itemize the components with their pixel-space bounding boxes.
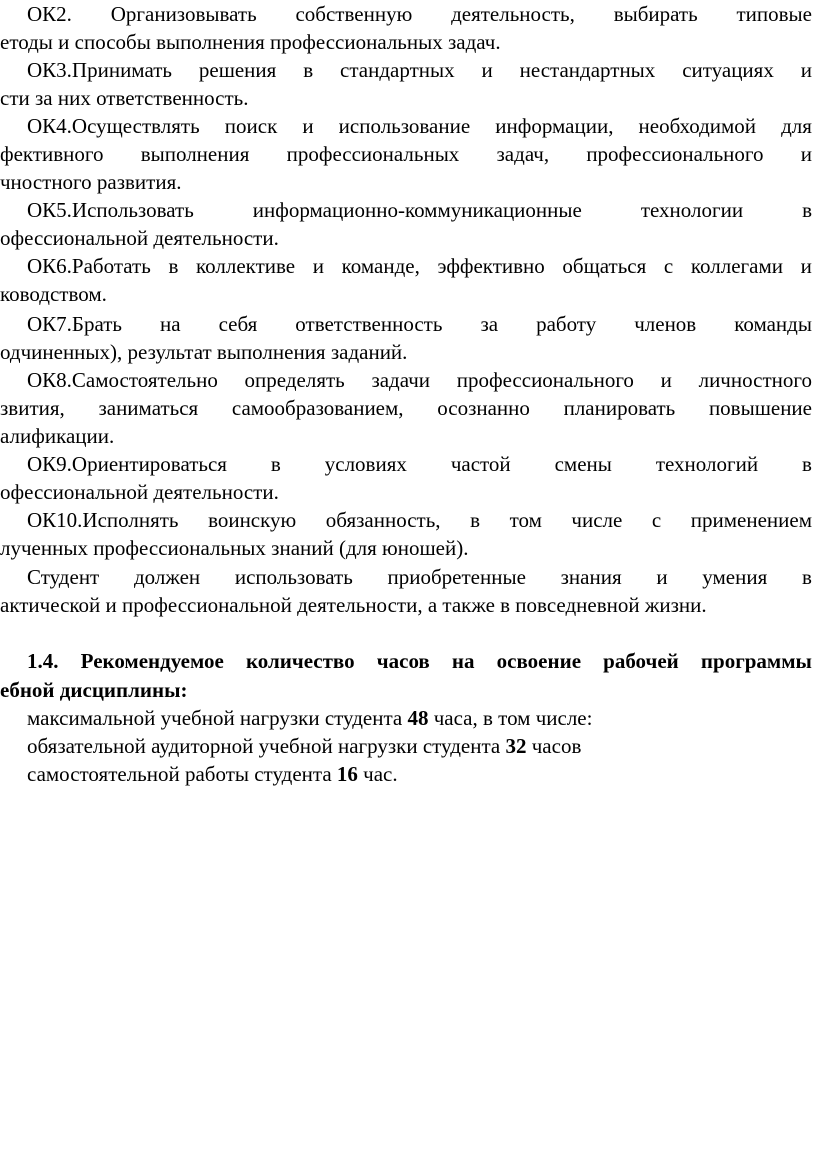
word: звития,	[0, 396, 65, 420]
ok3-line2: сти за них ответственность.	[0, 86, 249, 110]
word: задач,	[496, 142, 550, 166]
word: применением	[690, 508, 812, 532]
word: ситуациях	[682, 58, 774, 82]
ok5-line1	[27, 197, 812, 223]
word: решения	[198, 58, 277, 82]
word: и	[800, 254, 812, 278]
word: ОК10.Исполнять	[27, 508, 179, 532]
word: коллегами	[690, 254, 783, 278]
word: ОК8.Самостоятельно	[27, 368, 218, 392]
word: необходимой	[638, 114, 757, 138]
word: выбирать	[613, 2, 698, 26]
word: выполнения	[140, 142, 250, 166]
word: повышение	[708, 396, 812, 420]
section-heading-line2: ебной дисциплины:	[0, 678, 188, 702]
word: с	[651, 508, 662, 532]
word: работу	[536, 312, 597, 336]
word: и	[800, 142, 812, 166]
ok2-line2: етоды и способы выполнения профессиональных задач.	[0, 30, 501, 54]
student-line1	[27, 564, 812, 590]
word: ОК9.Ориентироваться	[27, 452, 227, 476]
word: профессиональных	[286, 142, 460, 166]
word: и	[312, 254, 324, 278]
word: информации,	[495, 114, 614, 138]
word: обязанность,	[325, 508, 441, 532]
word: личностного	[698, 368, 812, 392]
word: заниматься	[98, 396, 199, 420]
word: ОК6.Работать	[27, 254, 151, 278]
word: за	[480, 312, 499, 336]
ok5-line2: офессиональной деятельности.	[0, 226, 279, 250]
word: самообразованием,	[231, 396, 404, 420]
word: в	[270, 452, 281, 476]
word: общаться	[562, 254, 647, 278]
word: ОК2.	[27, 2, 72, 26]
ok8-line3: алификации.	[0, 424, 115, 448]
word: 1.4.	[27, 649, 59, 673]
ok4-line3: чностного развития.	[0, 170, 182, 194]
word: условиях	[324, 452, 407, 476]
word: осознанно	[437, 396, 530, 420]
word: коллективе	[196, 254, 296, 278]
word: в	[802, 452, 812, 476]
word: планировать	[563, 396, 676, 420]
word: задачи	[371, 368, 431, 392]
word: и	[656, 565, 668, 589]
word: для	[781, 114, 812, 138]
ok6-line2: ководством.	[0, 282, 107, 306]
word: Рекомендуемое	[80, 649, 224, 673]
ok3-line1	[27, 57, 812, 83]
word: и	[302, 114, 314, 138]
word: и	[660, 368, 672, 392]
word: на	[451, 649, 475, 673]
word: том	[509, 508, 542, 532]
ok2-line1	[27, 1, 812, 27]
word: команды	[734, 312, 812, 336]
ok4-line1	[27, 113, 812, 139]
word: часов	[376, 649, 430, 673]
word: освоение	[496, 649, 582, 673]
ok10-line2: лученных профессиональных знаний (для юношей).	[0, 536, 469, 560]
word: эффективно	[437, 254, 545, 278]
word: частой	[450, 452, 511, 476]
ok4-line2	[0, 141, 812, 167]
word: знания	[560, 565, 622, 589]
word: стандартных	[340, 58, 455, 82]
word: ОК7.Брать	[27, 312, 123, 336]
word: и	[800, 58, 812, 82]
word: Организовывать	[110, 2, 257, 26]
word: в	[802, 198, 812, 222]
word: фективного	[0, 142, 104, 166]
word: рабочей	[603, 649, 679, 673]
ok8-line2	[0, 395, 812, 421]
word: деятельность,	[451, 2, 575, 26]
hours-value: 16	[336, 762, 358, 786]
word: и	[481, 58, 493, 82]
word: нестандартных	[519, 58, 656, 82]
word: команде,	[341, 254, 420, 278]
hours-suffix: час.	[357, 762, 398, 786]
word: технологии	[640, 198, 744, 222]
word: технологий	[655, 452, 759, 476]
ok7-line2: одчиненных), результат выполнения заданий.	[0, 340, 408, 364]
ok7-line1	[27, 311, 812, 337]
hours-required-line	[27, 733, 581, 759]
word: себя	[218, 312, 258, 336]
word: с	[663, 254, 674, 278]
ok6-line1	[27, 253, 812, 279]
word: собственную	[295, 2, 413, 26]
ok9-line2: офессиональной деятельности.	[0, 480, 279, 504]
word: в	[303, 58, 314, 82]
hours-label: обязательной аудиторной учебной нагрузки студента	[27, 734, 506, 758]
word: ОК5.Использовать	[27, 198, 194, 222]
word: профессионального	[456, 368, 634, 392]
word: использование	[338, 114, 471, 138]
word: воинскую	[208, 508, 297, 532]
word: в	[168, 254, 179, 278]
hours-label: самостоятельной работы студента	[27, 762, 337, 786]
hours-suffix: часов	[526, 734, 582, 758]
word: членов	[634, 312, 697, 336]
word: программы	[700, 649, 812, 673]
word: поиск	[224, 114, 278, 138]
word: на	[160, 312, 181, 336]
word: ответственность	[295, 312, 443, 336]
word: Студент	[27, 565, 100, 589]
word: в	[801, 565, 812, 589]
word: определять	[244, 368, 345, 392]
ok9-line1	[27, 451, 812, 477]
hours-self-study-line	[27, 761, 398, 787]
hours-suffix: часа, в том числе:	[428, 706, 593, 730]
word: количество	[245, 649, 355, 673]
word: в	[470, 508, 481, 532]
ok10-line1	[27, 507, 812, 533]
ok8-line1	[27, 367, 812, 393]
hours-value: 48	[407, 706, 429, 730]
word: приобретенные	[387, 565, 526, 589]
word: смены	[554, 452, 612, 476]
word: должен	[133, 565, 201, 589]
word: информационно-коммуникационные	[252, 198, 582, 222]
word: числе	[571, 508, 623, 532]
hours-label: максимальной учебной нагрузки студента	[27, 706, 408, 730]
word: ОК3.Принимать	[27, 58, 172, 82]
word: типовые	[736, 2, 812, 26]
hours-max-line	[27, 705, 592, 731]
word: профессионального	[586, 142, 764, 166]
hours-value: 32	[505, 734, 527, 758]
word: использовать	[234, 565, 353, 589]
word: умения	[702, 565, 768, 589]
student-line2: актической и профессиональной деятельности, а также в повседневной жизни.	[0, 593, 707, 617]
word: ОК4.Осуществлять	[27, 114, 200, 138]
section-heading-line1	[27, 648, 812, 674]
